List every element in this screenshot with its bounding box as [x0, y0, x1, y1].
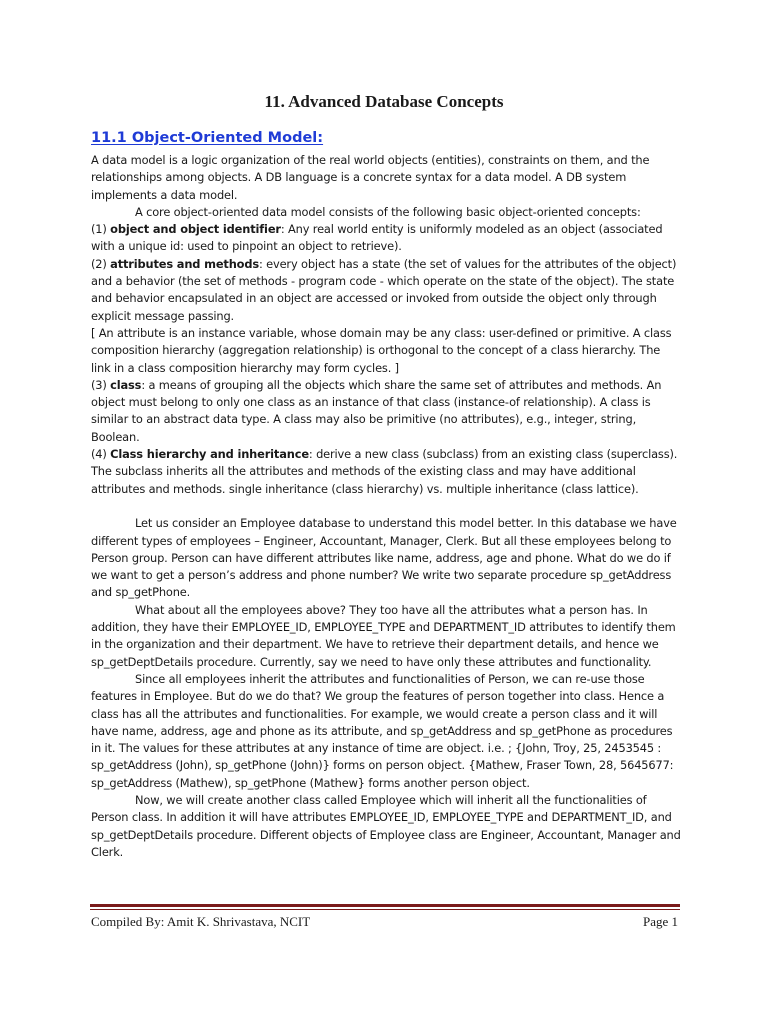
term-definition: : a means of grouping all the objects which share the same set of attributes and methods. An object must belong to only one class as an instance of that class (instance-of relationship). A class is similar to an abstract data type. A class may also be primitive (no attributes), e.g., integer, string, Boolean.	[91, 377, 662, 444]
paragraph-class	[91, 377, 681, 446]
term: attributes and methods	[110, 256, 259, 271]
page-number: Page 1	[642, 914, 678, 929]
page-title: 11. Advanced Database Concepts	[264, 92, 504, 111]
paragraph-employee-db: Let us consider an Employee database to understand this model better. In this database we have different types of employees – Engineer, Accountant, Manager, Clerk. But all these employees belong to Person group. Person can have different attributes like name, address, age and phone. What do we do if we want to get a person’s address and phone number? We write two separate procedure sp_getAddress and sp_getPhone.	[91, 516, 677, 600]
term: class	[110, 377, 142, 392]
term-definition: : every object has a state (the set of values for the attributes of the object) and a behavior (the set of methods - program code - which operate on the state of the object). The state and behavior encapsulated in an object are accessed or invoked from outside the object only through explicit message passing.	[91, 256, 677, 323]
paragraph-core-concepts: A core object-oriented data model consists of the following basic object-oriented concepts:	[135, 204, 641, 219]
term-definition: : derive a new class (subclass) from an existing class (superclass). The subclass inherits all the attributes and methods of the existing class and may have additional attributes and methods. single inheritance (class hierarchy) vs. multiple inheritance (class lattice).	[91, 447, 678, 496]
paragraph-intro: A data model is a logic organization of the real world objects (entities), constraints on them, and the relationships among objects. A DB language is a concrete syntax for a data model. A DB system implements a data model.	[91, 153, 650, 202]
paragraph-employee-class: Now, we will create another class called Employee which will inherit all the functionalities of Person class. In addition it will have attributes EMPLOYEE_ID, EMPLOYEE_TYPE and DEPARTMENT_ID, and sp_getDeptDetails procedure. Different objects of Employee class are Engineer, Accountant, Manager and Clerk.	[91, 792, 681, 859]
term: Class hierarchy and inheritance	[110, 447, 309, 462]
item-number: (4)	[91, 447, 111, 462]
section-heading: 11.1 Object-Oriented Model:	[91, 130, 324, 146]
term: object and object identifier	[110, 222, 281, 237]
paragraph-spacer	[91, 498, 681, 515]
paragraph-reuse-features: Since all employees inherit the attributes and functionalities of Person, we can re-use those features in Employee. But do we do that? We group the features of person together into class. Hence a class has all the attributes and functionalities. For example, we would create a person class and it will have name, address, age and phone as its attribute, and sp_getAddress and sp_getPhone as procedures in it. The values for these attributes at any instance of time are object. i.e. ; {John, Troy, 25, 2453545 : sp_getAddress (John), sp_getPhone (John)} forms on person object. {Mathew, Fraser Town, 28, 5645677: sp_getAddress (Mathew), sp_getPhone (Mathew} forms another person object.	[91, 671, 674, 790]
paragraph-object-identifier	[91, 221, 681, 256]
paragraph-attributes-methods	[91, 256, 681, 325]
paragraph-attribute-note: [ An attribute is an instance variable, whose domain may be any class: user-defined or primitive. A class composition hierarchy (aggregation relationship) is orthogonal to the concept of a class hierarchy. The link in a class composition hierarchy may form cycles. ]	[91, 325, 672, 375]
item-number: (1)	[91, 222, 111, 237]
paragraph-class-hierarchy	[91, 446, 681, 498]
term-definition: : Any real world entity is uniformly modeled as an object (associated with a unique id: used to pinpoint an object to retrieve).	[91, 222, 663, 254]
item-number: (2)	[91, 256, 111, 271]
footer-author: Compiled By: Amit K. Shrivastava, NCIT	[91, 914, 311, 929]
paragraph-employee-attributes: What about all the employees above? They too have all the attributes what a person has. In addition, they have their EMPLOYEE_ID, EMPLOYEE_TYPE and DEPARTMENT_ID attributes to identify them in the organization and their department. We have to retrieve their department details, and hence we sp_getDeptDetails procedure. Currently, say we need to have only these attributes and functionality.	[91, 602, 676, 669]
item-number: (3)	[91, 377, 111, 392]
footer-divider	[90, 904, 680, 910]
body-text	[91, 152, 681, 861]
